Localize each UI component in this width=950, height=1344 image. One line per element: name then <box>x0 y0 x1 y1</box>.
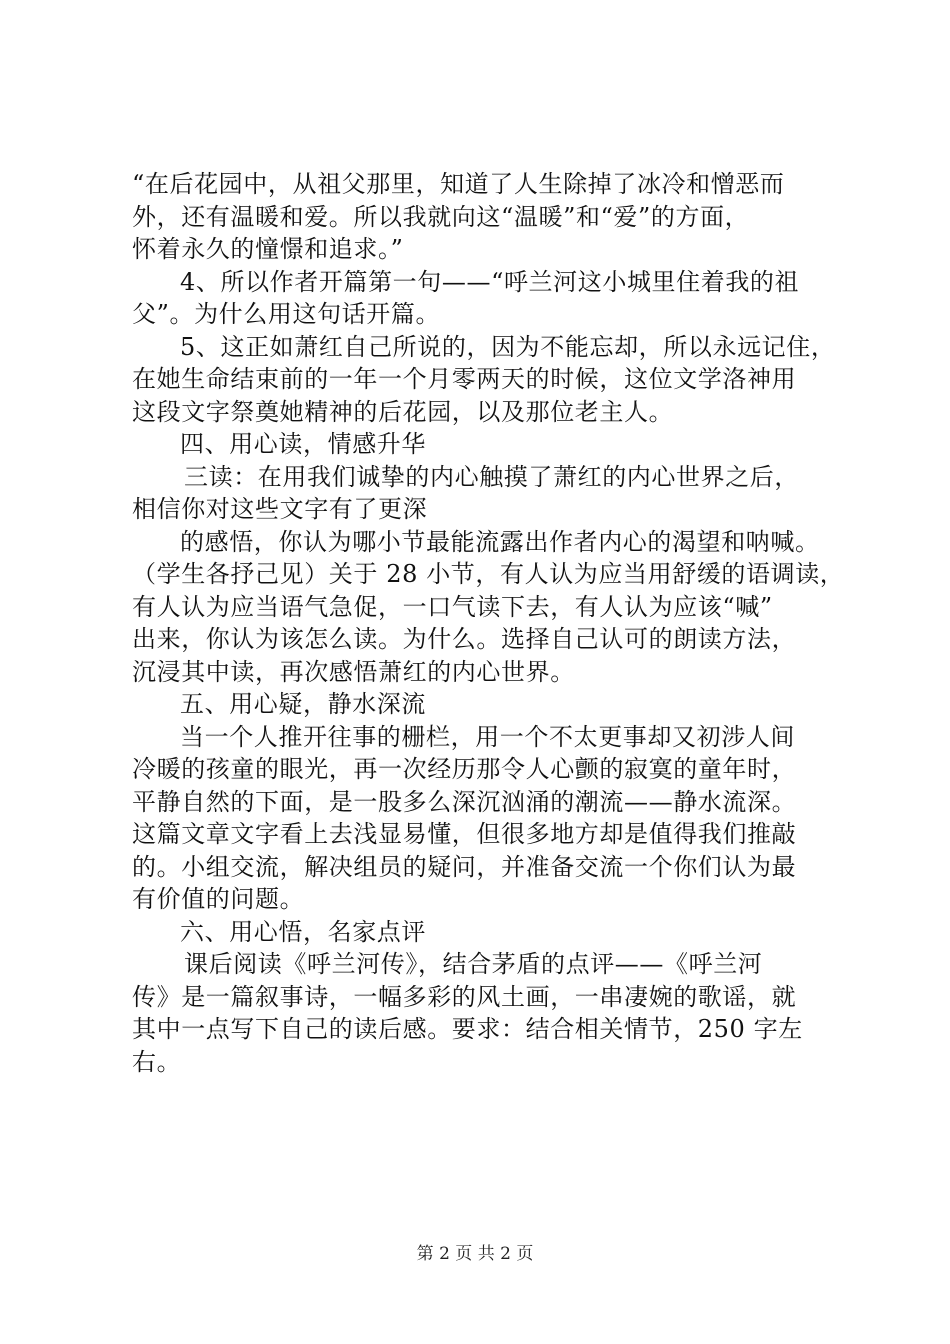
page-footer: 第 2 页 共 2 页 <box>416 1244 534 1264</box>
text-line: 这段文字祭奠她精神的后花园，以及那位老主人。 <box>132 397 674 426</box>
text-line: （学生各抒己见）关于 28 小节，有人认为应当用舒缓的语调读， <box>132 560 845 588</box>
text-line: 三读：在用我们诚挚的内心触摸了萧红的内心世界之后， <box>184 462 799 491</box>
text-line: 4、所以作者开篇第一句——“呼兰河这小城里住着我的祖 <box>180 267 800 296</box>
text-line: 其中一点写下自己的读后感。要求：结合相关情节，250 字左 <box>132 1015 803 1043</box>
text-line: 的。小组交流，解决组员的疑问，并准备交流一个你们认为最 <box>132 852 797 881</box>
text-line: 外，还有温暖和爱。所以我就向这“温暖”和“爱”的方面， <box>132 202 750 231</box>
text-line: 这篇文章文字看上去浅显易懂，但很多地方却是值得我们推敲 <box>132 820 797 848</box>
section-heading: 五、用心疑，静水深流 <box>180 690 426 718</box>
text-line: 出来，你认为该怎么读。为什么。选择自己认可的朗读方法， <box>132 625 797 653</box>
text-line: 有人认为应当语气急促，一口气读下去，有人认为应该“喊” <box>132 592 773 621</box>
text-line: 的感悟，你认为哪小节最能流露出作者内心的渴望和呐喊。 <box>180 527 820 556</box>
section-heading: 四、用心读，情感升华 <box>180 430 426 458</box>
text-line: 怀着永久的憧憬和追求。” <box>132 235 404 263</box>
text-line: 当一个人推开往事的栅栏，用一个不太更事却又初涉人间 <box>180 722 795 751</box>
text-line: 5、这正如萧红自己所说的，因为不能忘却，所以永远记住， <box>180 332 836 361</box>
text-line: 课后阅读《呼兰河传》，结合茅盾的点评——《呼兰河 <box>184 950 763 978</box>
text-line: 父”。为什么用这句话开篇。 <box>132 300 441 328</box>
text-line: 冷暖的孩童的眼光，再一次经历那令人心颤的寂寞的童年时， <box>132 755 797 783</box>
text-line: “在后花园中，从祖父那里，知道了人生除掉了冰冷和憎恶而 <box>132 170 785 198</box>
text-line: 平静自然的下面，是一股多么深沉汹涌的潮流——静水流深。 <box>132 787 797 816</box>
text-line: 沉浸其中读，再次感悟萧红的内心世界。 <box>132 657 575 686</box>
text-line: 相信你对这些文字有了更深 <box>132 495 428 523</box>
text-line: 传》是一篇叙事诗，一幅多彩的风土画，一串凄婉的歌谣，就 <box>132 982 797 1011</box>
text-line: 在她生命结束前的一年一个月零两天的时候，这位文学洛神用 <box>132 365 797 393</box>
section-heading: 六、用心悟，名家点评 <box>180 917 426 946</box>
text-line: 有价值的问题。 <box>132 885 305 913</box>
text-line: 右。 <box>132 1047 182 1076</box>
document-body <box>132 168 845 1078</box>
